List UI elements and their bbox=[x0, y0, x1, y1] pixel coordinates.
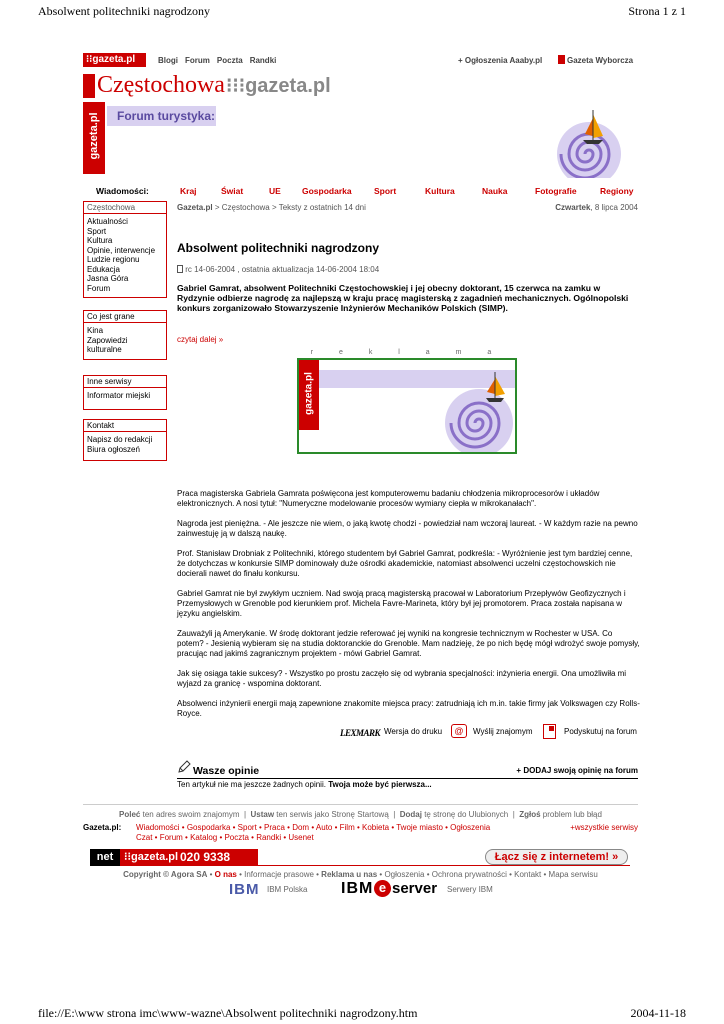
press-link[interactable]: Informacje prasowe bbox=[244, 870, 314, 879]
sidebar-city-title[interactable]: Częstochowa bbox=[84, 202, 166, 214]
net-logo: ⁝⁝gazeta.pl bbox=[120, 849, 258, 866]
share-recommend[interactable]: Poleć ten adres swoim znajomym bbox=[119, 810, 240, 819]
footer-gazeta-label: Gazeta.pl: bbox=[83, 823, 122, 832]
nav-fotografie[interactable]: Fotografie bbox=[535, 186, 577, 196]
city-logo-brand[interactable]: ⁝⁝⁝gazeta.pl bbox=[226, 75, 331, 97]
article-lead: Gabriel Gamrat, absolwent Politechniki Częstochowskiej i jej obecny doktorant, 15 czerwca na zamku w Rydzynie odbierze nagrodę za najlepszą w kraju pracę magisterską z zagadnień mechanicznych. Ogólnopolski konkurs zorganizowało Stowarzyszenie Inżynierów Mechaników Polskich (SIMP). bbox=[177, 283, 629, 313]
opinions-empty: Ten artykuł nie ma jeszcze żadnych opinii. Twoja może być pierwsza... bbox=[177, 780, 432, 789]
sitemap-link[interactable]: Mapa serwisu bbox=[548, 870, 598, 879]
pencil-icon bbox=[177, 760, 191, 774]
net-banner[interactable] bbox=[90, 849, 630, 866]
article-meta bbox=[177, 265, 379, 274]
send-friends-link[interactable]: Wyślij znajomym bbox=[473, 727, 533, 736]
sidebar-item-zapowiedzi[interactable]: Zapowiedzi bbox=[87, 335, 128, 345]
sidebar-item-kulturalne[interactable]: kulturalne bbox=[87, 345, 122, 354]
forum-icon[interactable] bbox=[543, 724, 556, 739]
footer-link[interactable]: Randki bbox=[256, 833, 282, 842]
dots-icon: ⁝⁝ bbox=[86, 54, 93, 65]
footer-link[interactable]: Dom bbox=[292, 823, 310, 832]
add-opinion-link[interactable]: + DODAJ swoją opinię na forum bbox=[516, 766, 638, 775]
ad-spiral-icon bbox=[439, 368, 517, 454]
article-paragraph: Nagroda jest pieniężna. - Ale jeszcze nie wiem, o jaką kwotę chodzi - powiedział nam wczoraj laureat. - W każdym razie na pewno zainwestuję ją w dalszą naukę. bbox=[177, 519, 638, 538]
footer-link[interactable]: Katalog bbox=[190, 833, 218, 842]
breadcrumb: Gazeta.pl > Częstochowa > Teksty z ostatnich 14 dni bbox=[177, 203, 366, 212]
footer-link[interactable]: Praca bbox=[264, 823, 285, 832]
email-icon[interactable]: @ bbox=[451, 724, 467, 738]
article-paragraph: Zauważyli ją Amerykanie. W środę doktorant jedzie referować jej wyniki na kongresie technicznym w Rochester w USA. Co potem? - Jesienią wybieram się na studia doktoranckie do Grenoble. Mam nadzieję, że po nich będę mógł wdrożyć swoje pomysły, pracując nad jakimś zagranicznym projektem - mówi Gabriel Gamrat. bbox=[177, 629, 640, 658]
ad-label: r e k l a m a bbox=[310, 349, 504, 356]
dots-icon: ⁝⁝ bbox=[124, 851, 131, 863]
page-date: Czwartek, 8 lipca 2004 bbox=[555, 203, 638, 212]
sidebar-inne-box bbox=[83, 375, 167, 410]
nav-kultura[interactable]: Kultura bbox=[425, 186, 455, 196]
article-body bbox=[177, 489, 641, 729]
print-link[interactable]: Wersja do druku bbox=[384, 727, 443, 736]
city-logo-bar bbox=[83, 74, 95, 98]
dots-icon: ⁝⁝⁝ bbox=[226, 75, 246, 97]
ads-link[interactable]: + Ogłoszenia Aaaby.pl bbox=[458, 56, 543, 65]
top-link-randki[interactable]: Randki bbox=[249, 56, 277, 65]
breadcrumb-root[interactable]: Gazeta.pl bbox=[177, 203, 213, 212]
gw-link[interactable]: Gazeta Wyborcza bbox=[567, 56, 634, 65]
nav-sport[interactable]: Sport bbox=[374, 186, 397, 196]
eserver-icon: e bbox=[374, 880, 391, 897]
all-services-link[interactable]: +wszystkie serwisy bbox=[570, 823, 638, 832]
top-link-blogi[interactable]: Blogi bbox=[158, 56, 178, 65]
sidebar-item-jasna-gora[interactable]: Jasna Góra bbox=[87, 274, 129, 283]
net-label: net bbox=[90, 849, 120, 866]
nav-label: Wiadomości: bbox=[96, 186, 149, 196]
footer-link[interactable]: Usenet bbox=[288, 833, 314, 842]
sidebar-item-opinie[interactable]: Opinie, interwencje bbox=[87, 245, 156, 255]
print-header-title: Absolwent politechniki nagrodzony bbox=[38, 4, 210, 18]
print-header-page: Strona 1 z 1 bbox=[628, 4, 686, 18]
banner-vertical-logo: gazeta.pl bbox=[83, 102, 105, 174]
article-paragraph: Praca magisterska Gabriela Gamrata poświęcona jest komputerowemu badaniu chłodzenia mikroprocesorów i układów elektronicznych. A nosi tytuł: "Numeryczne modelowanie procesów wymiany ciepła w mikrokanałach". bbox=[177, 489, 600, 508]
footer-link[interactable]: Wiadomości bbox=[136, 823, 180, 832]
eserver-text: server bbox=[392, 880, 438, 897]
sidebar-item-forum[interactable]: Forum bbox=[87, 283, 111, 293]
footer-link[interactable]: Auto bbox=[315, 823, 333, 832]
breadcrumb-city[interactable]: Częstochowa bbox=[221, 203, 270, 212]
contact-link[interactable]: Kontakt bbox=[514, 870, 542, 879]
footer-link[interactable]: Sport bbox=[237, 823, 257, 832]
opinions-divider bbox=[177, 778, 638, 779]
footer-link[interactable]: Forum bbox=[159, 833, 183, 842]
lexmark-logo: LEXMARK bbox=[340, 728, 381, 738]
ads-footer-link[interactable]: Ogłoszenia bbox=[384, 870, 425, 879]
ad-vertical-logo: gazeta.pl bbox=[299, 360, 319, 430]
footer-link[interactable]: Film bbox=[339, 823, 355, 832]
top-links bbox=[158, 56, 276, 65]
footer-link[interactable]: Czat bbox=[136, 833, 153, 842]
sidebar-cojest-title: Co jest grane bbox=[84, 311, 166, 323]
footer-divider bbox=[83, 804, 638, 805]
sidebar-cojest-box bbox=[83, 310, 167, 360]
ibm-eserver-logo[interactable]: IBM bbox=[341, 880, 374, 897]
ibm-logo[interactable]: IBM bbox=[229, 881, 260, 898]
nav-ue[interactable]: UE bbox=[269, 186, 281, 196]
sidebar-item-kina[interactable]: Kina bbox=[87, 326, 104, 335]
sidebar-item-aktualnosci[interactable]: Aktualności bbox=[87, 217, 128, 226]
top-link-forum[interactable]: Forum bbox=[185, 56, 210, 65]
net-cta-button[interactable]: Łącz się z internetem! » bbox=[485, 849, 628, 865]
opinions-title: Wasze opinie bbox=[193, 765, 260, 777]
banner-title: Forum turystyka: bbox=[117, 109, 216, 123]
copyright-line: Copyright © Agora SA • O nas • Informacje prasowe • Reklama u nas • Ogłoszenia • Ochrona prywatności • Kontakt • Mapa serwisu bbox=[123, 870, 598, 879]
article-paragraph: Gabriel Gamrat nie był zwykłym uczniem. Nad swoją pracą magisterską pracował w Laboratorium Przepływów Geofizycznych i Przemysłowych w Grenoble pod kierunkiem prof. Michela Favre-Marineta, który był jej promotorem. Praca została napisana w języku angielskim. bbox=[177, 589, 626, 618]
share-set-start[interactable]: Ustaw ten serwis jako Stronę Startową bbox=[250, 810, 389, 819]
footer-link[interactable]: Kobieta bbox=[361, 823, 390, 832]
sidebar-item-biura[interactable]: Biura ogłoszeń bbox=[87, 444, 140, 454]
nav-nauka[interactable]: Nauka bbox=[482, 186, 508, 196]
share-add-fav[interactable]: Dodaj tę stronę do Ulubionych bbox=[399, 810, 509, 819]
sidebar-item-ludzie[interactable]: Ludzie regionu bbox=[87, 255, 140, 264]
spiral-sail-icon bbox=[541, 104, 635, 178]
nav-kraj[interactable]: Kraj bbox=[180, 186, 197, 196]
share-report[interactable]: Zgłoś problem lub błąd bbox=[519, 810, 602, 819]
sidebar-item-sport[interactable]: Sport bbox=[87, 226, 107, 236]
article-title: Absolwent politechniki nagrodzony bbox=[177, 241, 380, 255]
nav-gospodarka[interactable]: Gospodarka bbox=[302, 186, 352, 196]
footer-link[interactable]: Twoje miasto bbox=[396, 823, 443, 832]
sidebar-item-edukacja[interactable]: Edukacja bbox=[87, 264, 120, 274]
net-phone: 020 9338 bbox=[180, 850, 231, 864]
article-dates: 14-06-2004 , ostatnia aktualizacja 14-06-2004 18:04 bbox=[191, 265, 380, 274]
privacy-link[interactable]: Ochrona prywatności bbox=[431, 870, 507, 879]
ibm-polska-text[interactable]: IBM Polska bbox=[267, 885, 308, 894]
sidebar-item-informator[interactable]: Informator miejski bbox=[87, 391, 151, 400]
about-link[interactable]: O nas bbox=[214, 870, 237, 879]
gw-icon bbox=[558, 55, 565, 64]
gazeta-logo-small[interactable]: ⁝⁝gazeta.pl bbox=[83, 53, 146, 67]
breadcrumb-section[interactable]: Teksty z ostatnich 14 dni bbox=[278, 203, 366, 212]
footer-link[interactable]: Gospodarka bbox=[186, 823, 231, 832]
footer-share-bar: Poleć ten adres swoim znajomym | Ustaw ten serwis jako Stronę Startową | Dodaj tę stronę do Ulubionych | Zgłoś problem lub błąd bbox=[119, 810, 602, 819]
forum-link[interactable]: Podyskutuj na forum bbox=[564, 727, 637, 736]
ibm-servers-text[interactable]: Serwery IBM bbox=[447, 885, 493, 894]
sidebar-kontakt-title: Kontakt bbox=[84, 420, 166, 432]
print-footer-date: 2004-11-18 bbox=[630, 1006, 686, 1020]
footer-link[interactable]: Ogłoszenia bbox=[450, 823, 491, 832]
top-link-poczta[interactable]: Poczta bbox=[216, 56, 243, 65]
sidebar-item-napisz[interactable]: Napisz do redakcji bbox=[87, 435, 153, 444]
article-author: rc bbox=[185, 265, 192, 274]
author-icon bbox=[177, 265, 183, 273]
footer-links: Wiadomości • Gospodarka • Sport • Praca • Dom • Auto • Film • Kobieta • Twoje miasto • Ogłoszenia Czat • Forum • Katalog • Poczta • Randki • Usenet bbox=[136, 823, 491, 842]
advertise-link[interactable]: Reklama u nas bbox=[321, 870, 378, 879]
footer-link[interactable]: Poczta bbox=[224, 833, 249, 842]
sidebar-city-box bbox=[83, 201, 167, 298]
ad-banner[interactable] bbox=[297, 358, 517, 454]
forum-banner[interactable] bbox=[83, 102, 637, 176]
article-paragraph: Prof. Stanisław Drobniak z Politechniki, którego studentem był Gabriel Gamrat, podkreśla: - Wyróżnienie jest tym bardziej cenne, że dotychczas w konkursie SIMP dominowały duże ośrodki akademickie, natomiast absolwenci uczelni częstochowskich nie docierali nawet do finału konkursu. bbox=[177, 549, 633, 578]
article-paragraph: Absolwenci inżynierii energii mają zapewnione znakomite miejsca pracy: zatrudniają ich m.in. takie firmy jak Volkswagen czy Rolls-Royce. bbox=[177, 699, 640, 718]
read-more-link[interactable]: czytaj dalej » bbox=[177, 335, 224, 344]
city-logo-text[interactable]: Częstochowa bbox=[97, 72, 225, 98]
nav-swiat[interactable]: Świat bbox=[221, 186, 244, 196]
article-paragraph: Jak się osiąga takie sukcesy? - Wszystko po prostu zaczęło się od wybrania specjalności: inżynieria energii. Ona umożliwiła mi wyjazd za granicę - wspomina doktorant. bbox=[177, 669, 627, 688]
print-footer-path: file://E:\www strona imc\www-wazne\Absolwent politechniki nagrodzony.htm bbox=[38, 1006, 418, 1020]
sidebar-kontakt-box bbox=[83, 419, 167, 461]
nav-regiony[interactable]: Regiony bbox=[600, 186, 634, 196]
sidebar-item-kultura[interactable]: Kultura bbox=[87, 236, 113, 245]
sidebar-inne-title: Inne serwisy bbox=[84, 376, 166, 388]
copyright-text: Copyright © Agora SA bbox=[123, 870, 208, 879]
